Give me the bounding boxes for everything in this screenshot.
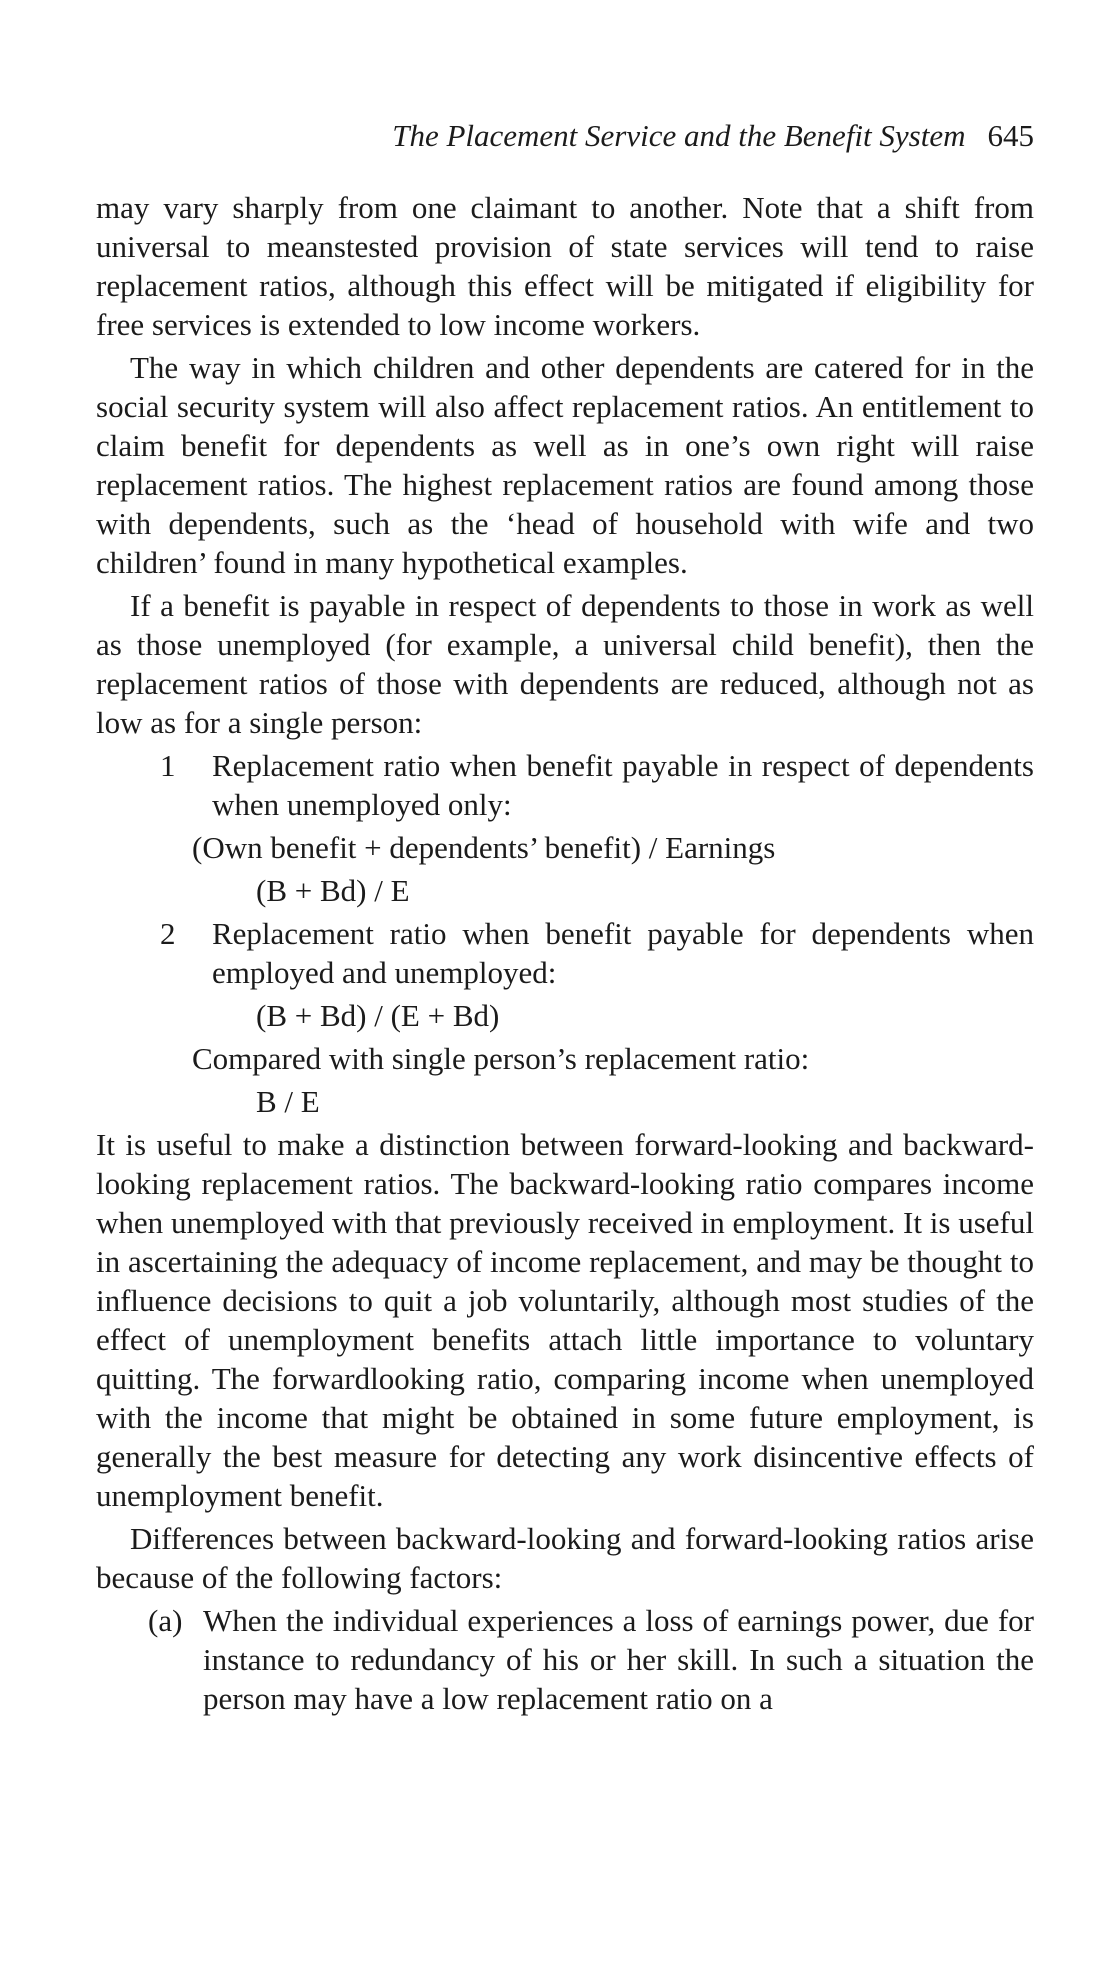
running-header [96, 118, 1034, 154]
formula-label-3: Compared with single person’s replacement ratio: [192, 1041, 810, 1076]
formula-expression-1: (B + Bd) / E [256, 873, 410, 908]
body-text [96, 188, 1034, 1718]
formula-label-1: (Own benefit + dependents’ benefit) / Earnings [192, 830, 776, 865]
paragraph-dependents: The way in which children and other dependents are catered for in the social security system will also affect replacement ratios. An entitlement to claim benefit for dependents as well as in one’s own right will raise replacement ratios. The highest replacement ratios are found among those with dependents, such as the ‘head of household with wife and two children’ found in many hypothetical examples. [96, 350, 1034, 580]
paragraph-benefit-in-work: If a benefit is payable in respect of dependents to those in work as well as those unemployed (for example, a universal child benefit), then the replacement ratios of those with dependents are reduced, although not as low as for a single person: [96, 588, 1034, 740]
paragraph-differences: Differences between backward-looking and forward-looking ratios arise because of the following factors: [96, 1521, 1034, 1595]
item-number: 1 [160, 748, 176, 783]
factor-label: (a) [148, 1603, 183, 1638]
item-text: Replacement ratio when benefit payable for dependents when employed and unemployed: [212, 916, 1034, 990]
running-title: The Placement Service and the Benefit System [392, 118, 966, 153]
paragraph-forward-backward: It is useful to make a distinction between forward-looking and backward-looking replacement ratios. The backward-looking ratio compares income when unemployed with that previously received in employment. It is useful in ascertaining the adequacy of income replacement, and may be thought to influence decisions to quit a job voluntarily, although most studies of the effect of unemployment benefits attach little importance to voluntary quitting. The forwardlooking ratio, comparing income when unemployed with the income that might be obtained in some future employment, is generally the best measure for detecting any work disincentive effects of unemployment benefit. [96, 1127, 1034, 1513]
page-number: 645 [987, 118, 1034, 153]
numbered-item-2 [96, 914, 1034, 992]
numbered-item-1 [96, 746, 1034, 824]
item-text: Replacement ratio when benefit payable in respect of dependents when unemployed only: [212, 748, 1034, 822]
factor-text: When the individual experiences a loss of earnings power, due for instance to redundancy of his or her skill. In such a situation the person may have a low replacement ratio on a [203, 1603, 1034, 1716]
factor-item-a [96, 1601, 1034, 1718]
formula-expression-2: (B + Bd) / (E + Bd) [256, 998, 500, 1033]
paragraph-continuation: may vary sharply from one claimant to another. Note that a shift from universal to meanstested provision of state services will tend to raise replacement ratios, although this effect will be mitigated if eligibility for free services is extended to low income workers. [96, 190, 1034, 342]
item-number: 2 [160, 916, 176, 951]
formula-expression-3: B / E [256, 1084, 320, 1119]
